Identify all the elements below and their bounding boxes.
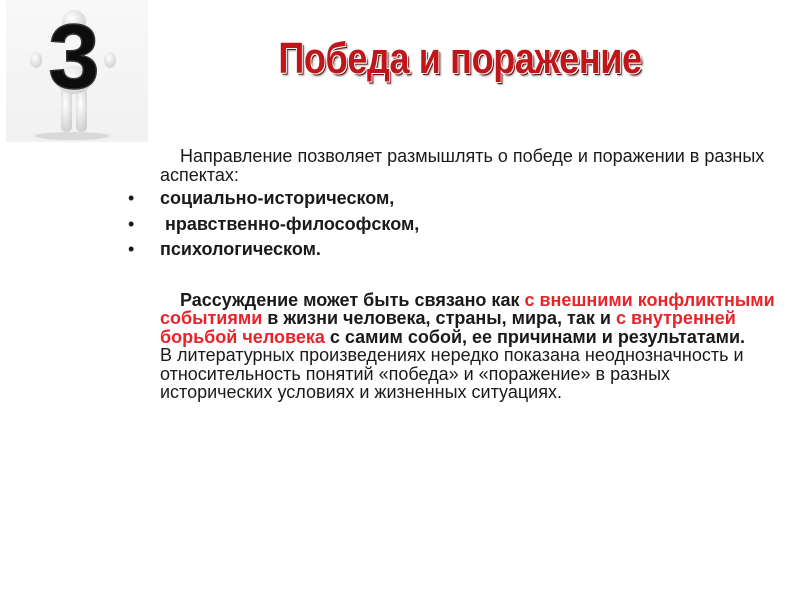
figure-holding-number-icon bbox=[6, 0, 148, 142]
internal-struggle-highlight: с внутренней борьбой человека bbox=[160, 308, 736, 347]
badge-digit: 3 bbox=[48, 6, 100, 108]
aspect-item: • психологическом. bbox=[160, 237, 785, 263]
aspect-item: • нравственно-философском, bbox=[160, 212, 785, 238]
slide-body bbox=[160, 147, 785, 402]
discussion-text bbox=[160, 291, 785, 347]
aspect-list bbox=[160, 186, 785, 263]
literature-text: В литературных произведениях нередко показана неоднозначность и относительность понятий «победа» и «поражение» в разных исторических условиях и жизненных ситуациях. bbox=[160, 345, 744, 402]
discussion-part: с самим собой, ее причинами и результатами. bbox=[324, 326, 746, 347]
intro-text: Направление позволяет размышлять о победе и поражении в разных аспектах: bbox=[160, 146, 765, 185]
external-conflicts-highlight: с внешними конфликтными событиями bbox=[160, 289, 775, 328]
aspect-item: • социально-историческом, bbox=[160, 186, 785, 212]
discussion-part: в жизни человека, страны, мира, так и bbox=[262, 308, 616, 328]
discussion-part: Рассуждение может быть связано как bbox=[180, 289, 525, 310]
figure-badge bbox=[6, 0, 148, 142]
slide-title: Победа и поражение bbox=[278, 34, 642, 83]
